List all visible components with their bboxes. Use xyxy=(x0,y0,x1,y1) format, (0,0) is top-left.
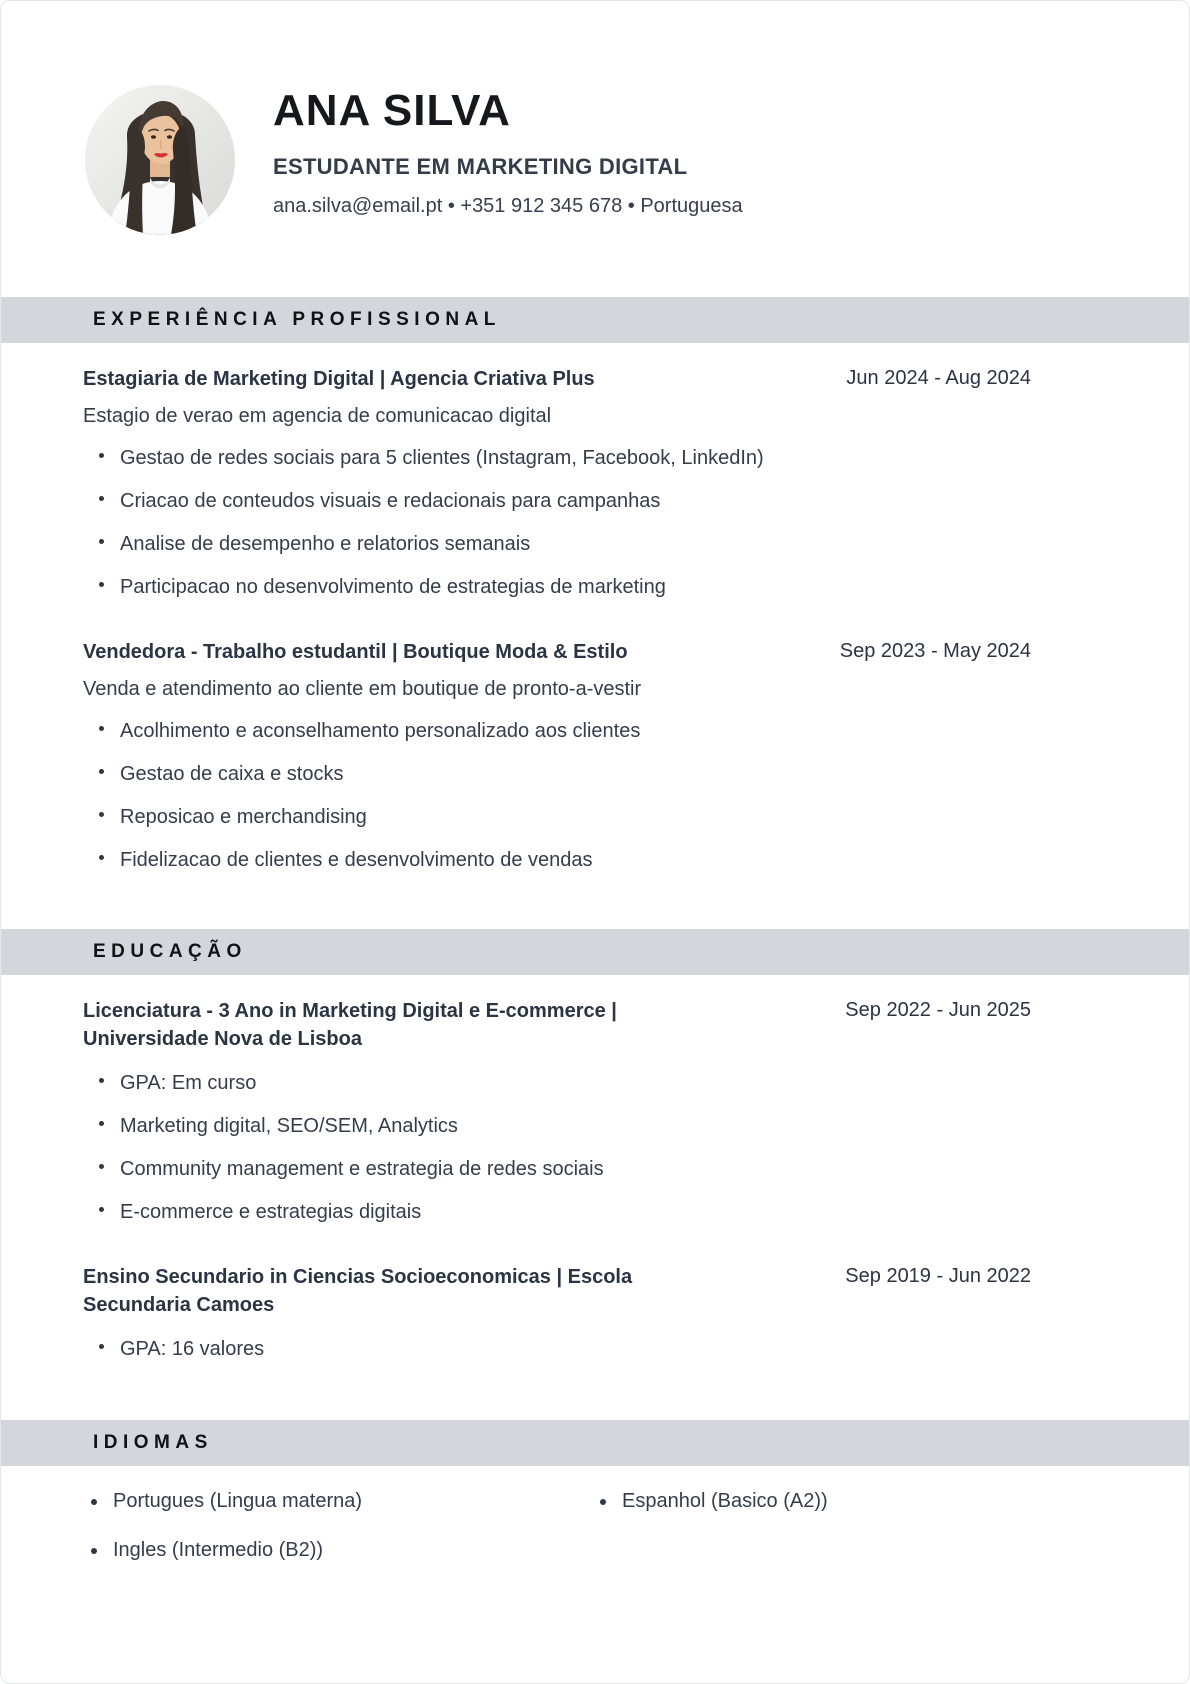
bullet-text: GPA: Em curso xyxy=(120,1072,257,1094)
bullet-icon xyxy=(99,1078,104,1083)
job-bullet-list xyxy=(83,445,1031,600)
language-text: Ingles (Intermedio (B2)) xyxy=(113,1539,324,1561)
language-item xyxy=(592,1490,1031,1513)
education-dates: Sep 2022 - Jun 2025 xyxy=(845,999,1031,1021)
experience-entry-2 xyxy=(83,638,1031,873)
education-section xyxy=(1,975,1189,1362)
bullet-text: Participacao no desenvolvimento de estrategias de marketing xyxy=(120,576,666,598)
language-text: Portugues (Lingua materna) xyxy=(113,1490,363,1512)
language-list xyxy=(83,1490,1031,1564)
bullet-text: E-commerce e estrategias digitais xyxy=(120,1201,422,1223)
language-item xyxy=(83,1490,522,1513)
job-dates: Jun 2024 - Aug 2024 xyxy=(846,367,1031,389)
bullet-item xyxy=(83,1070,1031,1096)
person-job-subtitle: ESTUDANTE EM MARKETING DIGITAL xyxy=(273,154,688,179)
entry-head xyxy=(83,638,1031,666)
bullet-text: Community management e estrategia de redes sociais xyxy=(120,1158,604,1180)
bullet-text: GPA: 16 valores xyxy=(120,1338,265,1360)
bullet-icon xyxy=(91,1499,97,1505)
bullet-icon xyxy=(99,582,104,587)
bullet-item xyxy=(83,531,1031,557)
entry-head xyxy=(83,365,1031,393)
section-header-experience xyxy=(1,297,1189,343)
education-title: Licenciatura - 3 Ano in Marketing Digital e E-commerce | Universidade Nova de Lisboa xyxy=(83,1000,617,1050)
profile-photo-illustration xyxy=(85,85,235,235)
bullet-icon xyxy=(99,1121,104,1126)
education-bullet-list xyxy=(83,1070,1031,1225)
bullet-icon xyxy=(99,812,104,817)
bullet-icon xyxy=(99,1207,104,1212)
bullet-icon xyxy=(91,1548,97,1554)
bullet-text: Fidelizacao de clientes e desenvolvimento de vendas xyxy=(120,849,593,871)
bullet-text: Marketing digital, SEO/SEM, Analytics xyxy=(120,1115,458,1137)
bullet-icon xyxy=(99,539,104,544)
experience-section xyxy=(1,343,1189,873)
job-summary: Estagio de verao em agencia de comunicacao digital xyxy=(83,405,552,427)
bullet-text: Gestao de caixa e stocks xyxy=(120,763,344,785)
language-item xyxy=(83,1539,522,1562)
bullet-text: Criacao de conteudos visuais e redacionais para campanhas xyxy=(120,490,661,512)
bullet-icon xyxy=(600,1499,606,1505)
experience-entry-1 xyxy=(83,365,1031,600)
job-bullet-list xyxy=(83,718,1031,873)
person-name: ANA SILVA xyxy=(273,86,511,135)
header-info xyxy=(273,85,743,218)
bullet-icon xyxy=(99,855,104,860)
bullet-icon xyxy=(99,726,104,731)
bullet-item xyxy=(83,847,1031,873)
section-header-education xyxy=(1,929,1189,975)
education-dates: Sep 2019 - Jun 2022 xyxy=(845,1265,1031,1287)
bullet-item xyxy=(83,1113,1031,1139)
section-header-experience-label: EXPERIÊNCIA PROFISSIONAL xyxy=(93,309,501,330)
bullet-item xyxy=(83,1156,1031,1182)
job-dates: Sep 2023 - May 2024 xyxy=(839,640,1031,662)
education-title: Ensino Secundario in Ciencias Socioeconomicas | Escola Secundaria Camoes xyxy=(83,1266,633,1316)
section-header-languages xyxy=(1,1420,1189,1466)
bullet-item xyxy=(83,1199,1031,1225)
bullet-item xyxy=(83,445,1031,471)
education-entry-1 xyxy=(83,997,1031,1225)
bullet-icon xyxy=(99,1164,104,1169)
profile-photo xyxy=(85,85,235,235)
bullet-icon xyxy=(99,453,104,458)
languages-section xyxy=(1,1466,1189,1564)
section-header-education-label: EDUCAÇÃO xyxy=(93,941,247,962)
bullet-item xyxy=(83,1336,1031,1362)
bullet-icon xyxy=(99,496,104,501)
bullet-text: Acolhimento e aconselhamento personalizado aos clientes xyxy=(120,720,641,742)
resume-header xyxy=(1,1,1189,235)
section-header-languages-label: IDIOMAS xyxy=(93,1432,213,1453)
bullet-text: Gestao de redes sociais para 5 clientes (Instagram, Facebook, LinkedIn) xyxy=(120,447,764,469)
bullet-icon xyxy=(99,769,104,774)
job-summary: Venda e atendimento ao cliente em boutique de pronto-a-vestir xyxy=(83,678,642,700)
job-title: Estagiaria de Marketing Digital | Agencia Criativa Plus xyxy=(83,368,595,390)
entry-head xyxy=(83,997,1031,1053)
bullet-icon xyxy=(99,1344,104,1349)
entry-head xyxy=(83,1263,1031,1319)
bullet-text: Reposicao e merchandising xyxy=(120,806,367,828)
bullet-item xyxy=(83,574,1031,600)
bullet-item xyxy=(83,761,1031,787)
contact-line: ana.silva@email.pt • +351 912 345 678 • Portuguesa xyxy=(273,195,743,217)
language-text: Espanhol (Basico (A2)) xyxy=(622,1490,828,1512)
bullet-item xyxy=(83,718,1031,744)
education-entry-2 xyxy=(83,1263,1031,1362)
bullet-item xyxy=(83,488,1031,514)
bullet-text: Analise de desempenho e relatorios semanais xyxy=(120,533,531,555)
bullet-item xyxy=(83,804,1031,830)
job-title: Vendedora - Trabalho estudantil | Boutique Moda & Estilo xyxy=(83,641,628,663)
education-bullet-list xyxy=(83,1336,1031,1362)
